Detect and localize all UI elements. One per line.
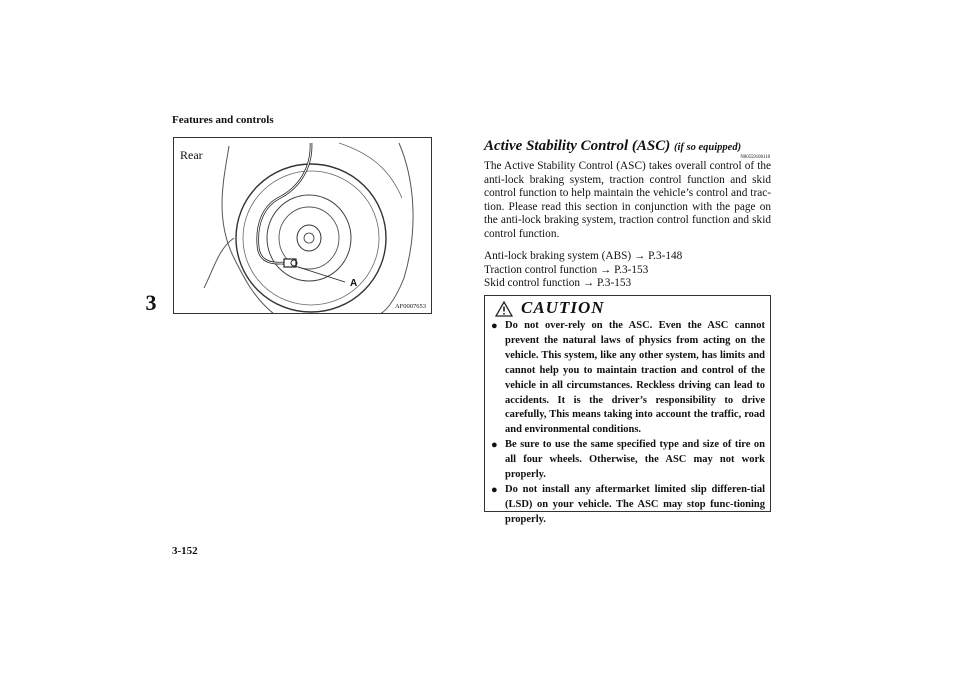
callout-letter: A: [350, 278, 358, 289]
caution-list: [491, 319, 765, 528]
intro-paragraph: The Active Stability Control (ASC) takes overall control of the anti-lock braking system, traction control function and skid control function to help maintain the vehicle’s control and trac-tion. Please read this section in conjunction with the page on the anti-lock braking system, traction control function and skid control function.: [484, 160, 771, 240]
section-title: [484, 138, 741, 155]
running-header: Features and controls: [172, 114, 274, 126]
reference-abs: Anti-lock braking system (ABS) → P.3-148: [484, 250, 683, 262]
caution-item-text: Do not install any aftermarket limited slip differen-tial (LSD) on your vehicle. The ASC may stop func-tioning properly.: [505, 483, 765, 525]
reference-traction-control: Traction control function → P.3-153: [484, 263, 649, 276]
chapter-tab: 3: [145, 290, 157, 315]
bullet-icon: ●: [491, 439, 498, 452]
section-title-qualifier: (if so equipped): [674, 142, 742, 153]
caution-item: [491, 319, 765, 438]
figure-code: AF0007653: [394, 303, 426, 310]
caution-title: CAUTION: [521, 298, 605, 317]
caution-item: [491, 483, 765, 528]
caution-item-text: Be sure to use the same specified type and size of tire on all four wheels. Otherwise, the ASC may not work properly.: [505, 439, 765, 481]
rear-wheel-illustration: [174, 138, 432, 314]
bullet-icon: ●: [491, 320, 498, 332]
section-id: N00559100118: [740, 155, 770, 160]
wheel-sensor-figure: [173, 137, 432, 314]
bullet-icon: ●: [491, 483, 498, 496]
reference-list: [484, 250, 771, 291]
reference-skid-control: Skid control function → P.3-153: [484, 277, 632, 290]
caution-box: [484, 295, 771, 525]
caution-item: [491, 438, 765, 483]
section-title-text: Active Stability Control (ASC): [484, 138, 671, 154]
page-number: 3-152: [172, 545, 198, 557]
figure-label: Rear: [180, 148, 203, 162]
caution-item-text: Do not over-rely on the ASC. Even the ASC cannot prevent the natural laws of physics from acting on the vehicle. This system, like any other system, has limits and cannot help you to maintain traction and control of the vehicle in all circumstances. Reckless driving can lead to accidents. It is the driver’s responsibility to drive carefully, This means taking into account the traffic, road and environmental conditions.: [505, 320, 765, 436]
warning-triangle-icon: [495, 301, 513, 317]
